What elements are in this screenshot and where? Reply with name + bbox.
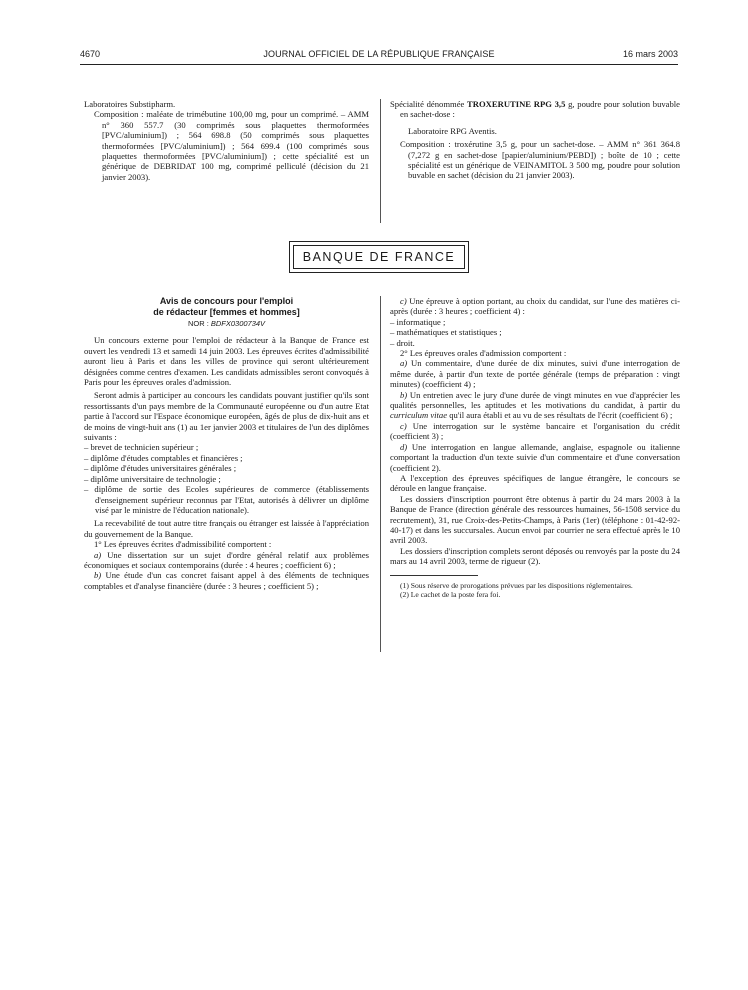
- issue-date: 16 mars 2003: [622, 49, 678, 59]
- item-text: qu'il aura établi et au vu de ses résultats de l'écrit (coefficient 6) ;: [447, 410, 673, 421]
- footnote: (2) Le cachet de la poste fera foi.: [400, 590, 501, 600]
- item-text: Un commentaire, d'une durée de dix minutes, suivi d'une interrogation de même durée, à partir d'un texte de portée générale (temps de préparation : vingt minutes) (coefficient 4) ;: [390, 358, 680, 390]
- laboratory-name: Laboratoires Substipharm.: [84, 99, 176, 109]
- laboratory-name: Laboratoire RPG Aventis.: [408, 125, 497, 136]
- right-column: [390, 296, 680, 600]
- item-text: Une dissertation sur un sujet d'ordre général relatif aux problèmes économiques et sociaux contemporains (durée : 4 heures ; coefficient 6) ;: [84, 549, 369, 570]
- specialty-prefix: Spécialité dénommée: [390, 99, 468, 109]
- item-text: Une interrogation sur le système bancaire et l'organisation du crédit (coefficient 3) ;: [390, 420, 680, 442]
- left-column: [84, 296, 369, 591]
- list-item: – diplôme universitaire de technologie ;: [84, 473, 221, 484]
- specialty-entry: [390, 99, 680, 120]
- specialty-suffix: g, poudre pour solution buvable en sachet-dose :: [400, 99, 681, 120]
- exam-item: [390, 390, 680, 421]
- paragraph: 1° Les épreuves écrites d'admissibilité comportent :: [94, 539, 272, 550]
- paragraph: 2° Les épreuves orales d'admission comportent :: [400, 348, 567, 359]
- item-text: Une épreuve à option portant, au choix du candidat, sur l'une des matières ci-après (durée : 3 heures ; coefficient 4) :: [390, 296, 680, 317]
- item-letter: a): [94, 549, 102, 560]
- footnote-rule: [390, 575, 478, 576]
- item-letter: d): [400, 441, 408, 452]
- page-number: 4670: [80, 49, 101, 59]
- nor-label: NOR :: [187, 319, 211, 328]
- section-title: BANQUE DE FRANCE: [293, 245, 465, 269]
- composition-text: Composition : maléate de trimébutine 100,00 mg, pour un comprimé. – AMM n° 360 557.7 (30 comprimés sous plaquettes thermoformées [PVC/aluminium]) ; 564 698.8 (50 comprimés sous plaquettes thermoformées [PVC/aluminium]) ; 564 699.4 (100 comprimés sous plaquettes thermoformées [PVC/aluminium]) ; cette spécialité est un générique de DEBRIDAT 100 mg, comprimé pelliculé (décision du 21 janvier 2003).: [94, 109, 369, 182]
- exam-item: [390, 421, 680, 442]
- list-item: – diplôme d'études comptables et financières ;: [84, 452, 243, 463]
- exam-item: [390, 296, 680, 317]
- footnote: (1) Sous réserve de prorogations prévues par les dispositions réglementaires.: [400, 580, 633, 590]
- section-title-box: [289, 241, 469, 273]
- list-item: – brevet de technicien supérieur ;: [84, 442, 199, 453]
- item-letter: b): [400, 389, 408, 400]
- exam-item: [390, 358, 680, 389]
- list-item: – informatique ;: [390, 316, 446, 327]
- item-letter: b): [94, 570, 102, 581]
- paragraph: Un concours externe pour l'emploi de rédacteur à la Banque de France est ouvert les vendredi 13 et samedi 14 juin 2003. Les épreuves écrites d'admissibilité auront lieu à Paris et dans les villes de province qui seront ultérieurement désignées comme centres d'examen. Les candidats admissibles seront convoqués à Paris pour les épreuves orales d'admission.: [84, 335, 369, 388]
- paragraph: Seront admis à participer au concours les candidats pouvant justifier qu'ils sont ressortissants d'un pays membre de la Communauté européenne ou d'un autre Etat partie à l'accord sur l'Espace économique européen, âgés de plus de dix-huit ans et de moins de vingt-huit ans (1) au 1er janvier 2003 et titulaires de l'un des diplômes suivants :: [84, 390, 369, 443]
- composition-text: Composition : troxérutine 3,5 g, pour un sachet-dose. – AMM n° 361 364.8 (7,272 g en sachet-dose [papier/aluminium/PEBD]) ; boîte de 10 ; cette spécialité est un générique de VEINAMITOL 3 500 mg, poudre pour solution buvable en sachet (décision du 21 janvier 2003).: [400, 139, 680, 181]
- header-rule: [80, 64, 678, 65]
- item-emphasis: curriculum vitae: [390, 410, 448, 421]
- list-item: – diplôme de sortie des Ecoles supérieures de commerce (établissements d'enseignement supérieur reconnus par l'Etat, autorisés à délivrer un diplôme visé par le ministre de l'éducation nationale).: [84, 484, 369, 515]
- item-text: Une étude d'un cas concret faisant appel à des éléments de techniques comptables et d'analyse financière (durée : 3 heures ; coefficient 5) ;: [84, 570, 369, 591]
- list-item: – mathématiques et statistiques ;: [390, 327, 502, 338]
- paragraph: Les dossiers d'inscription pourront être obtenus à partir du 24 mars 2003 à la Banque de France (direction générale des ressources humaines, 56-1508 service du recrutement), 31, rue Croix-des-Petits-Champs, à Paris (1er) (téléphone : 01-42-92-40-17) et dans les succursales. Aucun envoi par courrier ne sera effectué après le 10 avril 2003.: [390, 493, 680, 546]
- list-item: – droit.: [390, 337, 415, 348]
- paragraph: A l'exception des épreuves spécifiques de langue étrangère, le concours se déroule en langue française.: [390, 472, 680, 494]
- diploma-list: [84, 442, 369, 515]
- specialty-name: TROXERUTINE RPG 3,5: [467, 99, 566, 109]
- item-letter: a): [400, 358, 408, 369]
- option-list: [390, 317, 680, 348]
- exam-item: [390, 442, 680, 473]
- item-letter: c): [400, 296, 407, 306]
- exam-item: [84, 550, 369, 571]
- item-text: Une interrogation en langue allemande, anglaise, espagnole ou italienne comportant la traduction d'un texte suivie d'un commentaire et d'une conversation (coefficient 2).: [390, 441, 680, 473]
- top-left-column: [84, 99, 369, 182]
- journal-title: JOURNAL OFFICIEL DE LA RÉPUBLIQUE FRANÇAISE: [263, 49, 495, 59]
- paragraph: La recevabilité de tout autre titre français ou étranger est laissée à l'appréciation du gouvernement de la Banque.: [84, 518, 369, 539]
- paragraph: Les dossiers d'inscription complets seront déposés ou renvoyés par la poste du 24 mars au 14 avril 2003, terme de rigueur (2).: [390, 545, 680, 567]
- list-item: – diplôme d'études universitaires générales ;: [84, 463, 237, 474]
- nor-code: BDFX0300734V: [210, 319, 266, 328]
- exam-item: [84, 570, 369, 591]
- notice-title-line1: Avis de concours pour l'emploi: [159, 296, 294, 306]
- item-text: Un entretien avec le jury d'une durée de vingt minutes en vue d'apprécier les qualités personnelles, les aptitudes et les motivations du candidat, à partir du: [390, 389, 680, 411]
- top-right-column: [390, 99, 680, 181]
- column-divider-top: [380, 99, 381, 223]
- page-header: [80, 49, 678, 63]
- column-divider: [380, 296, 381, 652]
- item-letter: c): [400, 420, 407, 431]
- notice-title-line2: de rédacteur [femmes et hommes]: [153, 307, 300, 317]
- nor-reference: [84, 319, 369, 329]
